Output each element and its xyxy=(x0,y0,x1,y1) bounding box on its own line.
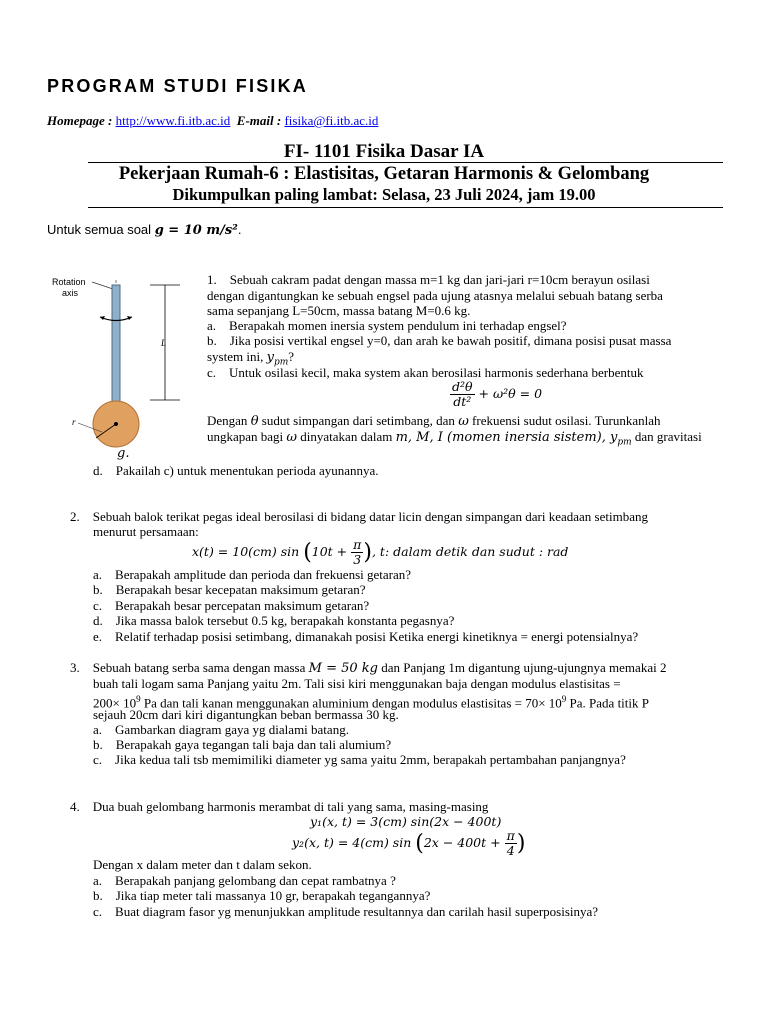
q4-item-c: c. Buat diagram fasor yg menunjukkan amplitude resultannya dan carilah hasil superposisinya? xyxy=(93,904,599,919)
homepage-label: Homepage : xyxy=(47,113,113,128)
q3-line4: sejauh 20cm dari kiri digantungkan beban bermassa 30 kg. xyxy=(93,707,399,722)
q2-item-c: c. Berapakah besar percepatan maksimum getaran? xyxy=(93,598,370,613)
q1-c3: ungkapan bagi ω dinyatakan dalam m, M, I (momen inersia sistem), $y_{pm}$ dan gravitasi xyxy=(207,429,702,448)
q1-c4: g. xyxy=(117,446,130,461)
divider-top xyxy=(88,162,723,163)
divider-bottom xyxy=(88,207,723,208)
program-title: PROGRAM STUDI FISIKA xyxy=(47,76,309,96)
q3-item-b: b. Berapakah gaya tegangan tali baja dan tali alumium? xyxy=(93,737,392,752)
q3-item-a: a. Gambarkan diagram gaya yg dialami batang. xyxy=(93,722,349,737)
q1-b2: system ini, $y_{pm}$? xyxy=(207,349,295,368)
pendulum-figure xyxy=(50,272,200,452)
q2-item-a: a. Berapakah amplitude dan perioda dan frekuensi getaran? xyxy=(93,567,412,582)
q2-equation: x(t) = 10(cm) sin (10t + $\frac{\pi}{3}$ ), t: dalam detik dan sudut : rad xyxy=(192,537,569,567)
email-label: E-mail : xyxy=(236,113,282,128)
q2-item-e: e. Relatif terhadap posisi setimbang, dimanakah posisi Ketika energi kinetiknya = energi potensialnya? xyxy=(93,629,639,644)
homework-title: Pekerjaan Rumah-6 : Elastisitas, Getaran Harmonis & Gelombang xyxy=(118,164,650,184)
q1-a: a. Berapakah momen inersia system pendulum ini terhadap engsel? xyxy=(207,318,567,333)
q4-equation2: y₂(x, t) = 4(cm) sin (2x − 400t + $\frac{\pi}{4}$ ) xyxy=(292,828,526,858)
length-label: L xyxy=(161,338,167,348)
q3-item-c: c. Jika kedua tali tsb memimiliki diameter yg sama yaitu 2mm, berapakah pertambahan panjangnya? xyxy=(93,752,626,767)
q4-item-b: b. Jika tiap meter tali massanya 10 gr, berapakah tegangannya? xyxy=(93,888,431,903)
intro-line: Untuk semua soal g = 10 m/s². xyxy=(47,222,242,238)
axis-pointer xyxy=(92,282,113,289)
q1-c2: Dengan θ sudut simpangan dari setimbang, dan ω frekuensi sudut osilasi. Turunkanlah xyxy=(207,413,661,429)
q1-equation: $\frac{\text{d²θ}}{\text{dt²}}$ + ω²θ = 0 xyxy=(452,379,543,409)
q3-line3: $200\times 10^9$ Pa dan tali kanan menggunakan aluminium dengan modulus elastisitas = $70\times 10^9$ Pa. Pada titik P xyxy=(93,694,649,711)
email-link[interactable]: fisika@fi.itb.ac.id xyxy=(284,113,379,128)
q2-line1: 2. Sebuah balok terikat pegas ideal berosilasi di bidang datar licin dengan simpangan dari keadaan setimbang xyxy=(70,509,648,524)
q1-line2: dengan digantungkan ke sebuah engsel pada ujung atasnya melalui sebuah batang serba xyxy=(207,288,663,303)
deadline: Dikumpulkan paling lambat: Selasa, 23 Juli 2024, jam 19.00 xyxy=(172,185,596,204)
q4-equation1: y₁(x, t) = 3(cm) sin(2x − 400t) xyxy=(310,814,502,829)
q1-d: d. Pakailah c) untuk menentukan perioda ayunannya. xyxy=(93,463,379,478)
q1-line3: sama sepanjang L=50cm, massa batang M=0.6 kg. xyxy=(207,303,471,318)
homepage-link[interactable]: http://www.fi.itb.ac.id xyxy=(115,113,231,128)
homepage-line xyxy=(47,113,378,129)
q2-line2: menurut persamaan: xyxy=(93,524,199,539)
q3-line2: buah tali logam sama Panjang yaitu 2m. Tali sisi kiri menggunakan baja dengan modulus elastisitas = xyxy=(93,676,621,691)
radius-label: r xyxy=(72,417,76,427)
course-title: FI- 1101 Fisika Dasar IA xyxy=(283,141,485,162)
gravity-formula: g = 10 m/s² xyxy=(154,223,238,238)
q4-line1: 4. Dua buah gelombang harmonis merambat di tali yang sama, masing-masing xyxy=(70,799,489,814)
q2-item-d: d. Jika massa balok tersebut 0.5 kg, berapakah konstanta pegasnya? xyxy=(93,613,455,628)
rotation-label: Rotation xyxy=(52,277,86,287)
q1-line1: 1. Sebuah cakram padat dengan massa m=1 kg dan jari-jari r=10cm berayun osilasi xyxy=(207,272,650,287)
q2-item-b: b. Berapakah besar kecepatan maksimum getaran? xyxy=(93,582,366,597)
q3-line1: 3. Sebuah batang serba sama dengan massa M = 50 kg dan Panjang 1m digantung ujung-ujungnya memakai 2 xyxy=(70,660,667,676)
q1-b: b. Jika posisi vertikal engsel y=0, dan arah ke bawah positif, dimana posisi pusat massa xyxy=(207,333,672,348)
axis-label: axis xyxy=(62,288,79,298)
q1-c: c. Untuk osilasi kecil, maka system akan berosilasi harmonis sederhana berbentuk xyxy=(207,365,644,380)
rod xyxy=(112,285,120,411)
q4-item-a: a. Berapakah panjang gelombang dan cepat rambatnya ? xyxy=(93,873,396,888)
q4-line2: Dengan x dalam meter dan t dalam sekon. xyxy=(93,857,312,872)
